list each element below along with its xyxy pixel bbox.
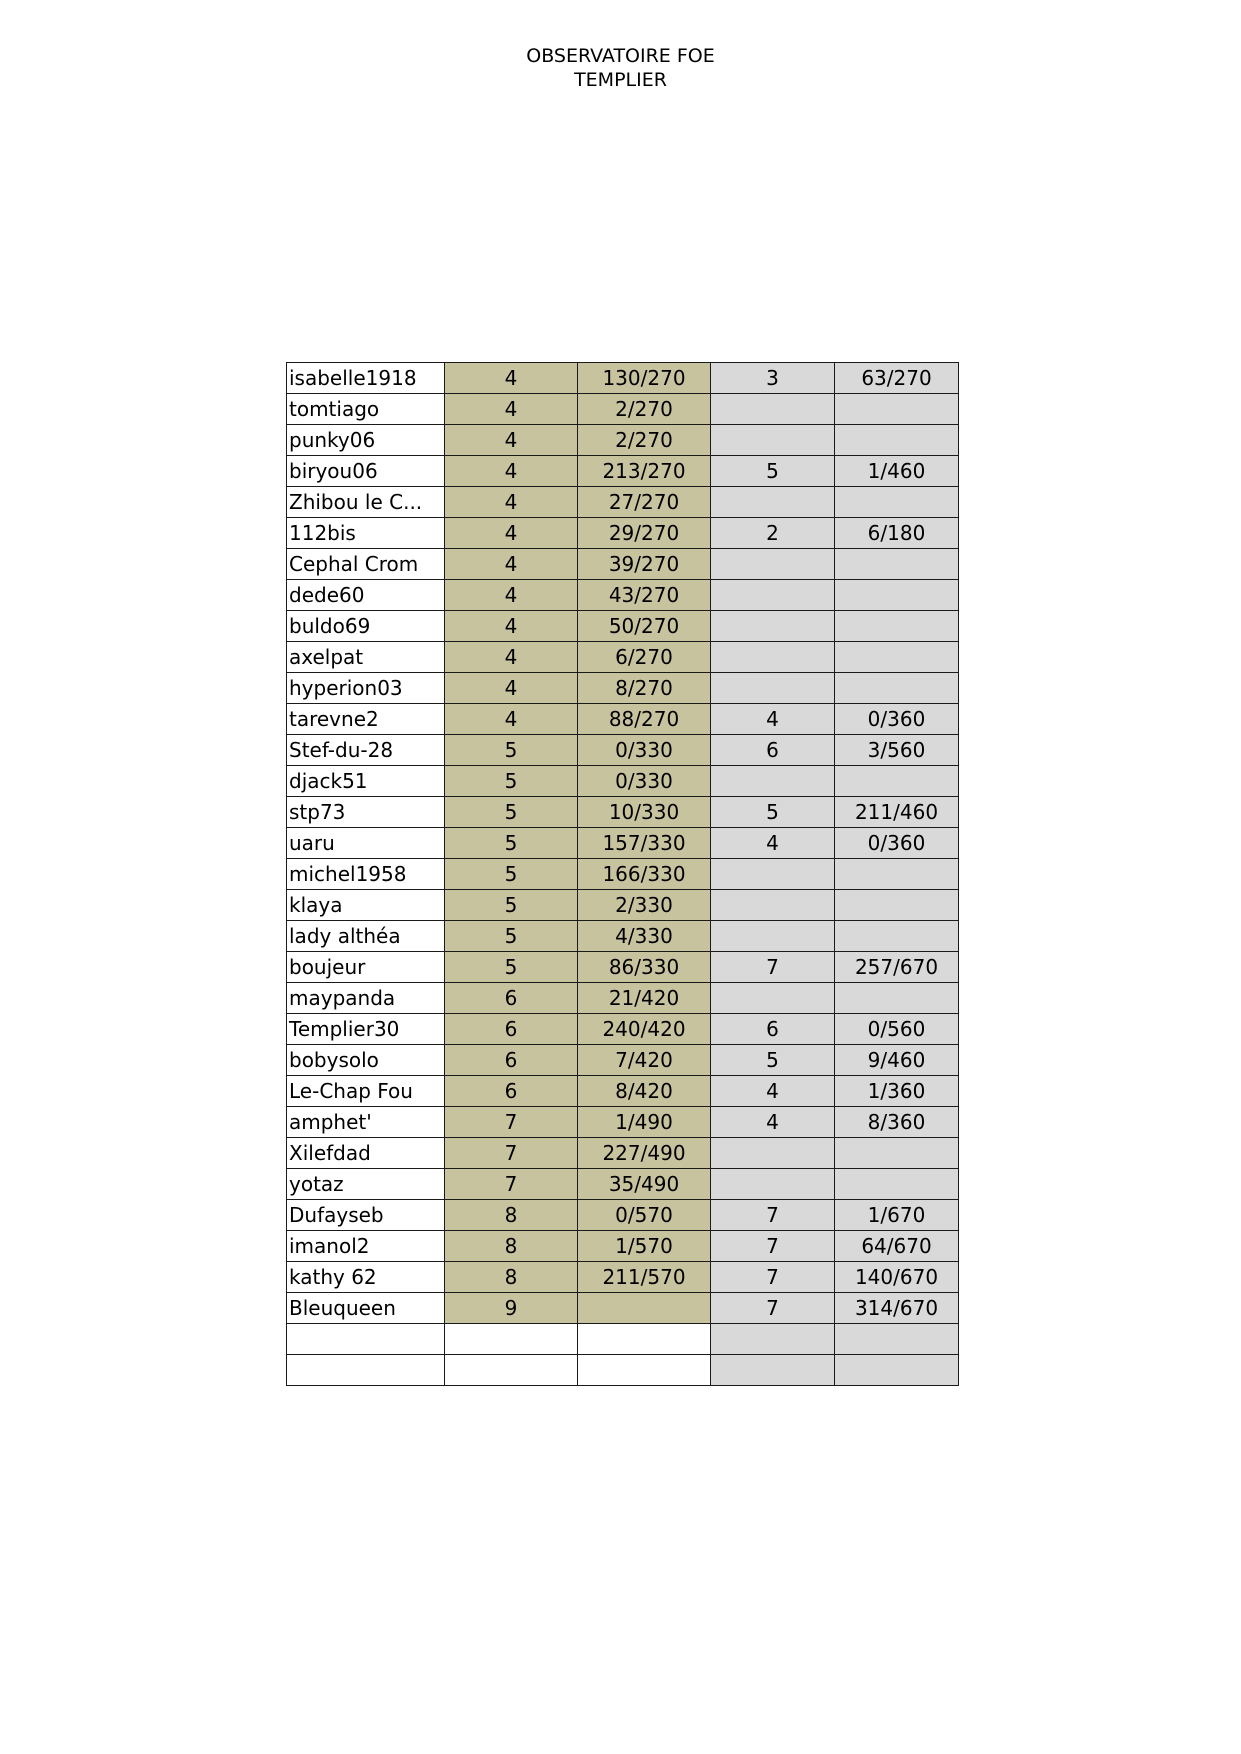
progress-cell: 213/270 [578,456,711,487]
progress-cell [578,1355,711,1386]
player-name-cell: Cephal Crom [287,549,445,580]
progress-cell: 1/570 [578,1231,711,1262]
progress-2-cell [835,425,959,456]
progress-cell: 10/330 [578,797,711,828]
level-cell [445,1324,578,1355]
progress-2-cell: 0/360 [835,828,959,859]
level-cell: 7 [445,1107,578,1138]
progress-cell: 39/270 [578,549,711,580]
level-2-cell: 5 [711,456,835,487]
progress-2-cell [835,1169,959,1200]
player-table-body [287,363,959,1386]
progress-2-cell: 140/670 [835,1262,959,1293]
progress-cell [578,1293,711,1324]
player-name-cell: kathy 62 [287,1262,445,1293]
level-2-cell [711,425,835,456]
progress-2-cell [835,766,959,797]
level-2-cell [711,611,835,642]
level-cell: 4 [445,363,578,394]
player-name-cell [287,1324,445,1355]
player-name-cell: klaya [287,890,445,921]
table-row [287,642,959,673]
level-2-cell [711,983,835,1014]
player-name-cell: dede60 [287,580,445,611]
level-cell: 8 [445,1262,578,1293]
level-cell: 8 [445,1200,578,1231]
table-row [287,1014,959,1045]
level-cell: 5 [445,735,578,766]
table-row [287,797,959,828]
level-cell: 4 [445,394,578,425]
table-row [287,1293,959,1324]
level-cell: 4 [445,487,578,518]
table-row [287,952,959,983]
progress-2-cell: 6/180 [835,518,959,549]
player-name-cell: tarevne2 [287,704,445,735]
progress-cell: 8/420 [578,1076,711,1107]
player-name-cell: 112bis [287,518,445,549]
player-name-cell: Stef-du-28 [287,735,445,766]
table-row [287,673,959,704]
level-cell: 4 [445,580,578,611]
level-2-cell [711,1355,835,1386]
table-row [287,1324,959,1355]
progress-cell: 0/330 [578,735,711,766]
level-cell: 4 [445,673,578,704]
progress-cell: 1/490 [578,1107,711,1138]
progress-cell: 21/420 [578,983,711,1014]
level-2-cell [711,580,835,611]
progress-2-cell [835,890,959,921]
progress-cell: 29/270 [578,518,711,549]
progress-cell: 88/270 [578,704,711,735]
progress-2-cell: 8/360 [835,1107,959,1138]
table-row [287,425,959,456]
table-row [287,487,959,518]
player-name-cell: Bleuqueen [287,1293,445,1324]
progress-2-cell [835,1138,959,1169]
level-cell: 4 [445,549,578,580]
player-name-cell: Xilefdad [287,1138,445,1169]
level-2-cell: 7 [711,952,835,983]
table-row [287,1200,959,1231]
level-2-cell: 7 [711,1293,835,1324]
table-row [287,518,959,549]
level-cell: 7 [445,1169,578,1200]
player-name-cell: punky06 [287,425,445,456]
level-cell: 8 [445,1231,578,1262]
player-name-cell: imanol2 [287,1231,445,1262]
level-2-cell: 2 [711,518,835,549]
page-title-line-1: OBSERVATOIRE FOE [526,45,715,67]
player-name-cell: isabelle1918 [287,363,445,394]
table-row [287,921,959,952]
table-row [287,549,959,580]
player-name-cell: djack51 [287,766,445,797]
progress-2-cell [835,394,959,425]
level-cell: 5 [445,952,578,983]
level-cell: 5 [445,828,578,859]
player-name-cell: yotaz [287,1169,445,1200]
player-name-cell: biryou06 [287,456,445,487]
level-2-cell [711,766,835,797]
table-row [287,1107,959,1138]
level-2-cell: 7 [711,1262,835,1293]
player-name-cell: hyperion03 [287,673,445,704]
level-cell: 5 [445,859,578,890]
progress-2-cell: 1/460 [835,456,959,487]
player-name-cell: buldo69 [287,611,445,642]
table-row [287,704,959,735]
table-row [287,735,959,766]
table-row [287,1262,959,1293]
page-header [0,44,1241,92]
level-2-cell [711,1324,835,1355]
level-cell: 6 [445,1045,578,1076]
table-row [287,859,959,890]
table-row [287,611,959,642]
level-2-cell [711,487,835,518]
table-row [287,580,959,611]
progress-cell: 6/270 [578,642,711,673]
progress-cell: 43/270 [578,580,711,611]
level-cell: 4 [445,704,578,735]
player-name-cell: tomtiago [287,394,445,425]
level-cell: 4 [445,611,578,642]
progress-cell [578,1324,711,1355]
table-row [287,363,959,394]
player-name-cell [287,1355,445,1386]
progress-cell: 157/330 [578,828,711,859]
table-row [287,1169,959,1200]
level-cell: 5 [445,921,578,952]
progress-cell: 2/270 [578,425,711,456]
progress-2-cell: 211/460 [835,797,959,828]
level-2-cell [711,549,835,580]
player-name-cell: lady althéa [287,921,445,952]
progress-cell: 2/270 [578,394,711,425]
level-cell: 9 [445,1293,578,1324]
level-cell: 5 [445,797,578,828]
level-cell: 6 [445,1014,578,1045]
progress-cell: 86/330 [578,952,711,983]
player-name-cell: Templier30 [287,1014,445,1045]
progress-cell: 0/330 [578,766,711,797]
level-2-cell [711,1138,835,1169]
level-2-cell: 3 [711,363,835,394]
progress-cell: 7/420 [578,1045,711,1076]
level-cell: 4 [445,456,578,487]
progress-2-cell [835,549,959,580]
level-2-cell: 4 [711,1076,835,1107]
progress-2-cell: 9/460 [835,1045,959,1076]
level-2-cell [711,642,835,673]
table-row [287,1138,959,1169]
level-2-cell [711,921,835,952]
progress-cell: 4/330 [578,921,711,952]
table-row [287,828,959,859]
progress-cell: 35/490 [578,1169,711,1200]
progress-2-cell [835,859,959,890]
progress-cell: 240/420 [578,1014,711,1045]
progress-2-cell [835,921,959,952]
page-title-line-2: TEMPLIER [574,69,667,91]
table-row [287,766,959,797]
progress-2-cell [835,1355,959,1386]
progress-cell: 2/330 [578,890,711,921]
progress-cell: 166/330 [578,859,711,890]
progress-2-cell [835,983,959,1014]
player-name-cell: Zhibou le C... [287,487,445,518]
level-2-cell: 7 [711,1200,835,1231]
table-row [287,1231,959,1262]
progress-cell: 130/270 [578,363,711,394]
level-cell [445,1355,578,1386]
progress-cell: 0/570 [578,1200,711,1231]
level-2-cell: 7 [711,1231,835,1262]
level-2-cell [711,890,835,921]
table-row [287,983,959,1014]
player-name-cell: axelpat [287,642,445,673]
player-name-cell: stp73 [287,797,445,828]
level-cell: 6 [445,1076,578,1107]
progress-2-cell: 63/270 [835,363,959,394]
player-name-cell: uaru [287,828,445,859]
player-name-cell: michel1958 [287,859,445,890]
level-2-cell: 6 [711,735,835,766]
progress-cell: 27/270 [578,487,711,518]
progress-2-cell [835,673,959,704]
progress-2-cell: 314/670 [835,1293,959,1324]
progress-2-cell [835,1324,959,1355]
level-2-cell: 4 [711,1107,835,1138]
table-row [287,1045,959,1076]
progress-cell: 50/270 [578,611,711,642]
level-cell: 6 [445,983,578,1014]
table-row [287,1076,959,1107]
player-name-cell: bobysolo [287,1045,445,1076]
table-row [287,1355,959,1386]
level-2-cell [711,673,835,704]
level-cell: 5 [445,890,578,921]
progress-2-cell: 64/670 [835,1231,959,1262]
level-2-cell: 6 [711,1014,835,1045]
progress-cell: 211/570 [578,1262,711,1293]
level-2-cell: 4 [711,828,835,859]
level-cell: 7 [445,1138,578,1169]
level-2-cell [711,859,835,890]
progress-2-cell: 1/670 [835,1200,959,1231]
table-row [287,890,959,921]
level-2-cell: 4 [711,704,835,735]
player-name-cell: amphet' [287,1107,445,1138]
player-name-cell: Dufayseb [287,1200,445,1231]
player-table [286,362,959,1386]
table-row [287,456,959,487]
level-cell: 4 [445,642,578,673]
progress-2-cell [835,487,959,518]
progress-2-cell [835,611,959,642]
level-2-cell [711,1169,835,1200]
player-name-cell: Le-Chap Fou [287,1076,445,1107]
progress-cell: 227/490 [578,1138,711,1169]
progress-2-cell: 0/360 [835,704,959,735]
progress-2-cell: 257/670 [835,952,959,983]
level-cell: 4 [445,518,578,549]
player-name-cell: boujeur [287,952,445,983]
progress-cell: 8/270 [578,673,711,704]
table-row [287,394,959,425]
level-cell: 4 [445,425,578,456]
progress-2-cell [835,642,959,673]
level-2-cell: 5 [711,1045,835,1076]
progress-2-cell: 3/560 [835,735,959,766]
level-2-cell: 5 [711,797,835,828]
progress-2-cell [835,580,959,611]
progress-2-cell: 0/560 [835,1014,959,1045]
progress-2-cell: 1/360 [835,1076,959,1107]
level-cell: 5 [445,766,578,797]
player-name-cell: maypanda [287,983,445,1014]
level-2-cell [711,394,835,425]
